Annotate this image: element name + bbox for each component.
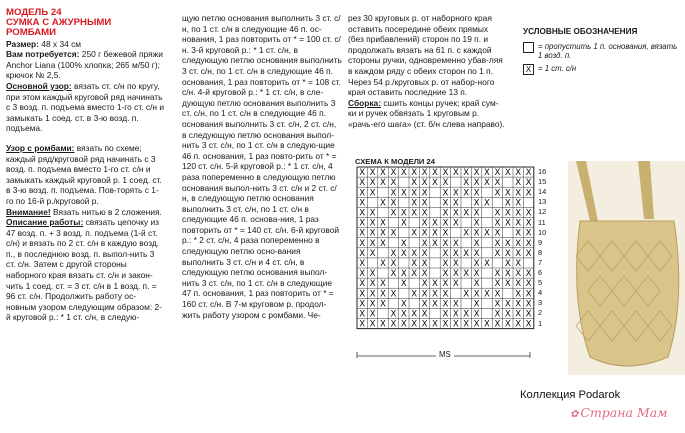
chart-cell-x: X [359, 228, 366, 239]
chart-cell-x: X [504, 309, 511, 320]
chart-cell-x: X [369, 178, 376, 189]
chart-cell-x: X [400, 168, 407, 179]
chart-cell-x: X [473, 289, 480, 300]
chart-cell-x: X [411, 188, 418, 199]
chart-cell-x: X [452, 198, 459, 209]
chart-row-number: 7 [538, 257, 543, 267]
chart-cell-x: X [359, 319, 366, 330]
chart-cell-x: X [473, 208, 480, 219]
chart-cell-x: X [452, 238, 459, 249]
chart-cell-x: X [400, 238, 407, 249]
chart-cell-x: X [484, 198, 490, 209]
chart-cell-x: X [442, 208, 449, 219]
chart-cell-x: X [494, 309, 501, 320]
legend-text: = 1 ст. с/н [538, 64, 577, 73]
chart-cell-x: X [421, 319, 428, 330]
chart-cell-x: X [515, 289, 522, 300]
chart-cell-x: X [421, 269, 428, 280]
flower-icon: ✿ [570, 409, 579, 420]
chart-cell-x: X [359, 218, 366, 229]
work-description-continued: щую петлю основания выполнить 3 ст. с/н, по 1 ст. с/н в следующие 46 п. ос-нования, 1 раз повторить от * = 100 ст. с/н. 3-й круговой р.: * 1 ст. с/н, в следующую петлю основания выполнить 3 ст. с/н, по 1 ст. с/н в следующие 46 п. основания, 1 раз повторить от * = 108 ст. с/н. 4-й круговой р.: * 1 ст. с/н, в сле-дующую петлю основания выполнить 3 ст. с/н, по 1 ст. с/н в следующие 46 п. основания выполнить 3 ст. с/н, 2 ст. с/н, в следующую петлю основания выпол-нить 3 ст. с/н, по 1 ст. с/н в следую-щие 46 п. основания, 1 раз повто-рить от * = 120 ст. с/н. 5-й круговой р.: * 1 ст. с/н, 4 раза попеременно в следующую петлю основания выпол-нить 3 ст. с/н и 2 ст. с/н, в следующую петлю основания выполнить 3 ст. с/н, по 1 ст. с/н в следующие 46 п. основа-ния, 1 раз повторить от * = 140 ст. с/н. 6-й круговой р.: * 2 ст. с/н, 4 раза попеременно в следующую петлю осно-вания выполнить 3 ст. с/н и 4 ст. с/н, в следующую петлю основания выпол-нить 3 ст. с/н, по 1 ст. с/н в следующие 47 п. основания, 1 раз повторить от * = 160 ст. с/н. В 7-м круговом р. продол-жить работу узором с ромбами. Че- [182, 13, 342, 320]
chart-cell-x: X [504, 238, 511, 249]
attention-label: Внимание! [6, 206, 51, 217]
chart-cell-x: X [369, 269, 376, 280]
chart-cell-x: X [473, 299, 480, 310]
chart-cell-x: X [442, 238, 449, 249]
chart-cell-x: X [515, 178, 522, 189]
legend [523, 27, 683, 79]
chart-cell-x: X [380, 299, 386, 310]
diamond-pattern-label: Узор с ромбами: [6, 142, 75, 153]
basic-pattern-text: вязать ст. с/н по кругу, при этом каждый круговой ряд начинать с 3 возд. п. подъема вместо 1-го ст. с/н и замыкать 1 соед. ст. в 3-ю возд. п. подъема. [6, 80, 165, 134]
chart-cell-x: X [421, 248, 428, 259]
site-logo [570, 405, 668, 420]
chart-cell-x: X [504, 198, 511, 209]
size-value: 48 х 34 см [41, 38, 82, 49]
chart-cell-x: X [515, 168, 522, 179]
chart-cell-x: X [504, 299, 511, 310]
chart-cell-x: X [390, 198, 397, 209]
chart-cell-x: X [515, 248, 522, 259]
chart-cell-x: X [484, 289, 490, 300]
chart-row-number: 12 [538, 207, 547, 217]
chart-cell-x: X [421, 309, 428, 320]
chart-cell-x: X [421, 208, 428, 219]
chart-cell-x: X [515, 258, 522, 269]
chart-cell-x: X [463, 309, 470, 320]
text-column-2 [182, 13, 342, 320]
chart-cell-x: X [504, 218, 511, 229]
chart-cell-x: X [504, 269, 511, 280]
chart-cell-x: X [463, 168, 470, 179]
chart-cell-x: X [369, 228, 376, 239]
chart-cell-x: X [421, 178, 428, 189]
chart-cell-x: X [452, 218, 459, 229]
materials-label: Вам потребуется: [6, 49, 80, 60]
chart-cell-x: X [525, 228, 532, 239]
chart-cell-x: X [494, 238, 501, 249]
chart-row-number: 5 [538, 278, 543, 288]
chart-cell-x: X [484, 258, 490, 269]
chart-cell-x: X [515, 198, 522, 209]
chart-cell-x: X [473, 198, 480, 209]
repeat-label: MS [436, 350, 454, 359]
chart-cell-x: X [473, 319, 480, 330]
chart-cell-x: X [494, 188, 501, 199]
chart-cell-x: X [452, 319, 459, 330]
chart-cell-x: X [432, 289, 438, 300]
chart-cell-x: X [411, 168, 418, 179]
chart-cell-x: X [359, 208, 366, 219]
diamond-pattern-text: вязать по схеме; каждый ряд/круговой ряд начинать с 3 возд. п. подъема вместо 1-го ст. с/н и замыкать каждый круговой р. 1 соед. ст. в 3-ю возд. п. подъема. Пов-торять с 1-го по 16-й р./круговой р. [6, 142, 162, 206]
chart-cell-x: X [380, 289, 386, 300]
chart-cell-x: X [504, 188, 511, 199]
chart-cell-x: X [442, 319, 449, 330]
chart-cell-x: X [421, 289, 428, 300]
attention-text: Вязать нитью в 2 сложения. [52, 206, 162, 217]
chart-cell-x: X [380, 198, 386, 209]
chart-cell-x: X [390, 269, 397, 280]
article-title [6, 8, 166, 39]
chart-cell-x: X [400, 218, 407, 229]
chart-cell-x: X [390, 208, 397, 219]
chart-cell-x: X [473, 218, 480, 229]
crochet-chart [356, 166, 535, 330]
chart-cell-x: X [390, 188, 397, 199]
legend-title: УСЛОВНЫЕ ОБОЗНАЧЕНИЯ [523, 27, 638, 36]
x-cell-symbol: X [523, 64, 534, 75]
chart-cell-x: X [390, 319, 397, 330]
chart-cell-x: X [359, 258, 366, 269]
chart-cell-x: X [452, 279, 459, 290]
chart-cell-x: X [515, 238, 522, 249]
chart-cell-x: X [380, 218, 386, 229]
chart-cell-x: X [504, 279, 511, 290]
chart-cell-x: X [442, 269, 449, 280]
assembly-label: Сборка: [348, 97, 381, 108]
chart-row-number: 4 [538, 288, 543, 298]
chart-cell-x: X [442, 228, 449, 239]
chart-cell-x: X [473, 309, 480, 320]
chart-cell-x: X [432, 279, 438, 290]
chart-row-number: 16 [538, 167, 547, 176]
chart-cell-x: X [463, 289, 470, 300]
chart-cell-x: X [369, 279, 376, 290]
chart-cell-x: X [442, 289, 449, 300]
chart-cell-x: X [525, 309, 532, 320]
chart-cell-x: X [494, 218, 501, 229]
chart-cell-x: X [400, 309, 407, 320]
size-label: Размер: [6, 38, 39, 49]
chart-cell-x: X [442, 218, 449, 229]
chart-cell-x: X [411, 309, 418, 320]
chart-cell-x: X [473, 188, 480, 199]
chart-row-number: 11 [538, 217, 546, 227]
chart-cell-x: X [432, 218, 438, 229]
chart-cell-x: X [525, 248, 532, 259]
chart-cell-x: X [432, 299, 438, 310]
chart-cell-x: X [452, 299, 459, 310]
chart-cell-x: X [432, 168, 438, 179]
chart-cell-x: X [515, 218, 522, 229]
chart-row-number: 6 [538, 268, 543, 277]
chart-cell-x: X [452, 258, 459, 269]
chart-cell-x: X [484, 319, 490, 330]
logo-text: Страна Мам [580, 405, 668, 420]
chart-cell-x: X [421, 218, 428, 229]
chart-row-number: 10 [538, 227, 547, 237]
chart-cell-x: X [390, 258, 397, 269]
chart-title: СХЕМА К МОДЕЛИ 24 [355, 157, 435, 166]
chart-cell-x: X [432, 319, 438, 330]
basic-pattern-label: Основной узор: [6, 80, 72, 91]
chart-cell-x: X [380, 228, 386, 239]
chart-cell-x: X [442, 198, 449, 209]
chart-cell-x: X [494, 248, 501, 259]
chart-cell-x: X [369, 238, 376, 249]
chart-row-number: 3 [538, 298, 543, 308]
chart-cell-x: X [515, 269, 522, 280]
chart-cell-x: X [369, 248, 376, 259]
chart-cell-x: X [359, 238, 366, 249]
chart-cell-x: X [421, 238, 428, 249]
chart-cell-x: X [369, 218, 376, 229]
chart-cell-x: X [494, 269, 501, 280]
chart-cell-x: X [463, 248, 470, 259]
chart-cell-x: X [359, 279, 366, 290]
chart-cell-x: X [380, 178, 386, 189]
chart-cell-x: X [494, 319, 501, 330]
chart-cell-x: X [525, 218, 532, 229]
bag-photo [568, 161, 685, 375]
chart-cell-x: X [432, 228, 438, 239]
chart-cell-x: X [380, 319, 386, 330]
chart-cell-x: X [369, 309, 376, 320]
chart-cell-x: X [421, 188, 428, 199]
chart-cell-x: X [515, 188, 522, 199]
chart-cell-x: X [421, 299, 428, 310]
chart-cell-x: X [525, 238, 532, 249]
chart-cell-x: X [494, 279, 501, 290]
materials-text: 250 г бежевой пряжи Anchor Liana (100% хлопка; 265 м/50 г); крючок № 2,5. [6, 49, 163, 81]
chart-row-number: 1 [538, 318, 543, 328]
chart-cell-x: X [484, 228, 490, 239]
chart-cell-x: X [525, 168, 532, 179]
chart-cell-x: X [411, 269, 418, 280]
chart-cell-x: X [390, 309, 397, 320]
chart-cell-x: X [380, 279, 386, 290]
legend-text: = пропустить 1 п. основания, вязать 1 возд. п. [538, 42, 678, 60]
chart-cell-x: X [380, 238, 386, 249]
chart-cell-x: X [515, 279, 522, 290]
title-line: МОДЕЛЬ 24 [6, 7, 62, 18]
chart-cell-x: X [421, 279, 428, 290]
chart-cell-x: X [504, 248, 511, 259]
chart-cell-x: X [421, 228, 428, 239]
chart-cell-x: X [400, 279, 407, 290]
chart-cell-x: X [442, 279, 449, 290]
chart-cell-x: X [463, 228, 470, 239]
chart-cell-x: X [359, 188, 366, 199]
chart-cell-x: X [432, 178, 438, 189]
chart-cell-x: X [411, 319, 418, 330]
chart-cell-x: X [463, 269, 470, 280]
chart-cell-x: X [525, 269, 532, 280]
chart-cell-x: X [494, 299, 501, 310]
chart-cell-x: X [515, 208, 522, 219]
work-description-text: связать цепочку из 47 возд. п. + 3 возд. п. подъема (1-й ст. с/н) и вязать по 2 ст. с/н в каждую возд. п., в последнюю возд. п. выпол-нить 3 ст. с/н. Затем с другой стороны наборного края вязать ст. с/н и закон-чить 1 соед. ст. = 3 ст. с/н в 1 возд. п. = 96 ст. с/н. Продолжить работу ос-новным узором следующим образом: 2-й круговой р.: * 1 ст. с/н, в следую- [6, 217, 162, 323]
chart-cell-x: X [494, 208, 501, 219]
chart-cell-x: X [421, 168, 428, 179]
chart-cell-x: X [390, 178, 397, 189]
chart-cell-x: X [400, 248, 407, 259]
chart-cell-x: X [390, 248, 397, 259]
chart-cell-x: X [484, 168, 490, 179]
chart-cell-x: X [473, 228, 480, 239]
chart-cell-x: X [515, 309, 522, 320]
chart-cell-x: X [473, 168, 480, 179]
text-column-3 [348, 13, 506, 130]
legend-item [523, 42, 683, 60]
chart-cell-x: X [359, 309, 366, 320]
work-description-label: Описание работы: [6, 217, 84, 228]
chart-row-number: 9 [538, 237, 543, 247]
text-column-1 [6, 8, 166, 323]
chart-cell-x: X [359, 198, 366, 209]
chart-cell-x: X [442, 258, 449, 269]
chart-cell-x: X [494, 228, 501, 239]
chart-cell-x: X [473, 269, 480, 280]
chart-cell-x: X [525, 208, 532, 219]
chart-cell-x: X [411, 178, 418, 189]
chart-row-number: 15 [538, 177, 547, 187]
chart-cell-x: X [369, 188, 376, 199]
chart-cell-x: X [463, 208, 470, 219]
chart-cell-x: X [473, 279, 480, 290]
empty-cell-symbol [523, 42, 534, 53]
chart-cell-x: X [359, 289, 366, 300]
work-description-end: рез 30 круговых р. от наборного края оставить посередине обеих прямых (без прибавлений) сторон по 19 п. и продолжать вязать на 61 п. с каждой стороны ручки, одновременно убав-ляя в каждом ряду с обеих сторон по 1 п. Через 54 р./круговых р. от набор-ного края оставить последние 13 п. [348, 13, 503, 98]
chart-cell-x: X [525, 289, 532, 300]
collection-credit: Коллекция Podarok [520, 389, 621, 401]
chart-cell-x: X [432, 238, 438, 249]
chart-cell-x: X [525, 299, 532, 310]
chart-cell-x: X [473, 248, 480, 259]
chart-cell-x: X [400, 319, 407, 330]
legend-item [523, 64, 683, 75]
chart-cell-x: X [452, 269, 459, 280]
chart-cell-x: X [525, 319, 532, 330]
chart-cell-x: X [452, 168, 459, 179]
chart-cell-x: X [494, 168, 501, 179]
chart-row-number: 8 [538, 247, 543, 257]
chart-cell-x: X [411, 198, 418, 209]
chart-cell-x: X [369, 208, 376, 219]
chart-cell-x: X [442, 168, 449, 179]
chart-row-number: 13 [538, 197, 547, 207]
chart-cell-x: X [411, 289, 418, 300]
chart-cell-x: X [484, 178, 490, 189]
chart-cell-x: X [359, 168, 366, 179]
chart-cell-x: X [442, 299, 449, 310]
chart-cell-x: X [359, 299, 366, 310]
chart-cell-x: X [452, 208, 459, 219]
chart-cell-x: X [400, 269, 407, 280]
chart-cell-x: X [504, 319, 511, 330]
chart-row-number: 2 [538, 308, 543, 318]
chart-cell-x: X [380, 168, 386, 179]
chart-cell-x: X [359, 248, 366, 259]
assembly-text: сшить концы ручек; край сум-ки и ручек обвязать 1 круговым р. «рачь-его шага» (ст. б/н слева направо). [348, 97, 505, 129]
chart-cell-x: X [400, 208, 407, 219]
chart-cell-x: X [369, 299, 376, 310]
chart-cell-x: X [442, 188, 449, 199]
chart-cell-x: X [442, 178, 449, 189]
title-line: СУМКА С АЖУРНЫМИ [6, 17, 112, 29]
chart-cell-x: X [515, 319, 522, 330]
chart-cell-x: X [463, 178, 470, 189]
chart-cell-x: X [504, 258, 511, 269]
chart-cell-x: X [473, 178, 480, 189]
chart-cell-x: X [442, 248, 449, 259]
chart-cell-x: X [421, 258, 428, 269]
chart-row-number: 14 [538, 187, 547, 197]
chart-cell-x: X [525, 279, 532, 290]
chart-cell-x: X [442, 309, 449, 320]
chart-cell-x: X [525, 188, 532, 199]
chart-cell-x: X [411, 208, 418, 219]
chart-cell-x: X [390, 228, 397, 239]
chart-cell-x: X [369, 168, 376, 179]
chart-cell-x: X [473, 238, 480, 249]
chart-cell-x: X [411, 228, 418, 239]
chart-cell-x: X [400, 299, 407, 310]
chart-cell-x: X [463, 319, 470, 330]
chart-cell-x: X [515, 299, 522, 310]
chart-cell-x: X [504, 168, 511, 179]
chart-cell-x: X [390, 289, 397, 300]
chart-cell-x: X [515, 228, 522, 239]
chart-cell-x: X [504, 208, 511, 219]
title-line: РОМБАМИ [6, 27, 57, 39]
chart-cell-x: X [473, 258, 480, 269]
chart-cell-x: X [525, 178, 532, 189]
chart-cell-x: X [369, 289, 376, 300]
chart-cell-x: X [359, 178, 366, 189]
chart-cell-x: X [390, 168, 397, 179]
chart-cell-x: X [494, 178, 501, 189]
chart-cell-x: X [463, 188, 470, 199]
chart-cell-x: X [411, 258, 418, 269]
chart-cell-x: X [400, 188, 407, 199]
chart-cell-x: X [452, 188, 459, 199]
chart-cell-x: X [421, 198, 428, 209]
chart-cell-x: X [411, 248, 418, 259]
chart-cell-x: X [494, 289, 501, 300]
chart-cell-x: X [452, 248, 459, 259]
chart-cell-x: X [380, 258, 386, 269]
chart-cell-x: X [369, 319, 376, 330]
chart-cell-x: X [452, 309, 459, 320]
chart-cell-x: X [359, 269, 366, 280]
